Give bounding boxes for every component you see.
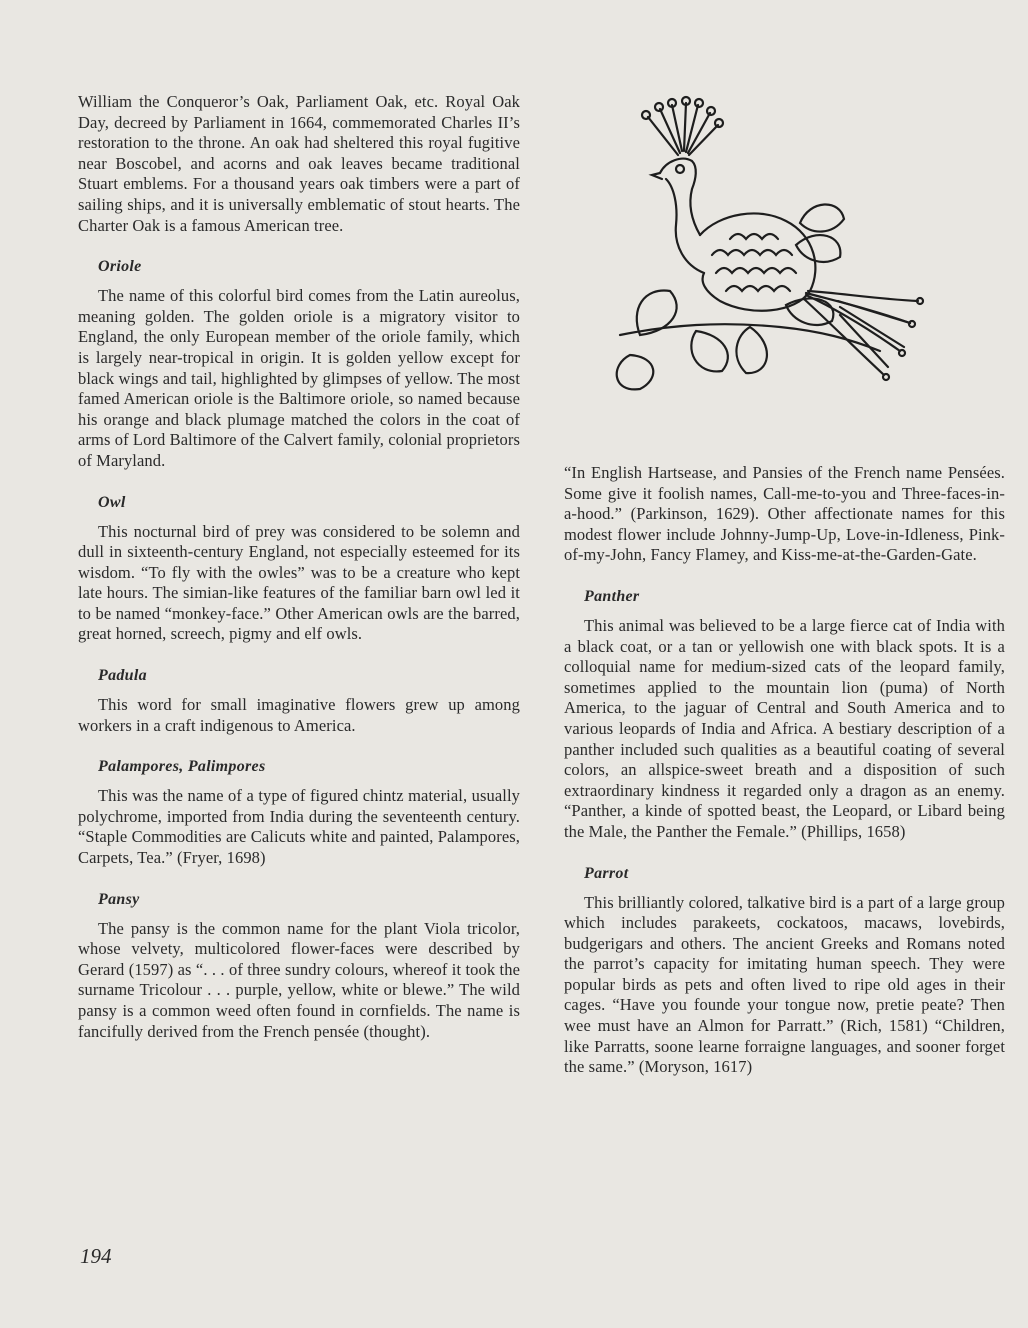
entry-heading-owl: Owl xyxy=(98,493,126,511)
opening-paragraph: William the Conqueror’s Oak, Parliament Oak, etc. Royal Oak Day, decreed by Parliament in 1664, commemorated Charles II’s restoration to the throne. An oak had sheltered this royal fugitive near Boscobel, and acorns and oak leaves became traditional Stuart emblems. For a thousand years oak timbers were a part of sailing ships, and it is universally emblematic of stout hearts. The Charter Oak is a famous American tree. xyxy=(78,92,520,235)
pansy-continuation: “In English Hartsease, and Pansies of the French name Pensées. Some give it foolish names, Call-me-to-you and Three-faces-in-a-hood.” (Parkinson, 1629). Other affectionate names for this modest flower include Johnny-Jump-Up, Love-in-Idleness, Pink-of-my-John, Fancy Flamey, and Kiss-me-at-the-Garden-Gate. xyxy=(564,463,1005,565)
entry-heading-padula: Padula xyxy=(98,667,147,685)
entry-heading-palampores: Palampores, Palimpores xyxy=(98,758,266,776)
body-outline xyxy=(700,213,815,310)
entry-heading-panther: Panther xyxy=(584,587,640,605)
entry-text-padula: This word for small imaginative flowers grew up among workers in a craft indigenous to America. xyxy=(78,695,520,735)
left-column xyxy=(78,92,520,1042)
beak xyxy=(652,173,662,179)
entry-heading-pansy: Pansy xyxy=(98,890,140,908)
entry-text-palampores: This was the name of a type of figured chintz material, usually polychrome, imported from India during the seventeenth century. “Staple Commodities are Calicuts white and painted, Palampores, Carpets, Tea.” (Fryer, 1698) xyxy=(78,786,520,868)
page-number: 194 xyxy=(80,1244,112,1268)
crest xyxy=(642,97,723,155)
entry-text-oriole: The name of this colorful bird comes from the Latin aureolus, meaning golden. The golden oriole is a migratory visitor to England, the only European member of the oriole family, which is largely near-tropical in origin. It is golden yellow except for black wings and tail, highlighted by glimpses of yellow. The most famed American oriole is the Baltimore oriole, so named because his orange and black plumage matched the colors in the coat of arms of Lord Baltimore of the Calvert family, colonial proprietors of Maryland. xyxy=(78,286,520,470)
entry-text-pansy: The pansy is the common name for the plant Viola tricolor, whose velvety, multicolored flower-faces were described by Gerard (1597) as “. . . of three sundry colours, whereof it took the surname Tricolour . . . purple, yellow, white or blewe.” The wild pansy is a common weed often found in cornfields. The name is fancifully derived from the French pensée (thought). xyxy=(78,918,520,1041)
entry-text-panther: This animal was believed to be a large fierce cat of India with a black coat, or a tan or yellowish one with black spots. It is a colloquial name for medium-sized cats of the leopard family, sometimes applied to the mountain lion (puma) of North America, to the jaguar of Central and South America and to various leopards of India and Africa. A bestiary description of a panther included such qualities as a beautiful coating of several colors, an allspice-sweet breath and a disposition of such extraordinary kindness it regarded only a dragon as an enemy. “Panther, a kinde of spotted beast, the Leopard, or Libard being the Male, the Panther the Female.” (Phillips, 1658) xyxy=(564,615,1005,841)
eye xyxy=(676,165,684,173)
neck-line xyxy=(660,159,700,235)
right-column xyxy=(564,463,1005,1078)
entry-text-parrot: This brilliantly colored, talkative bird is a part of a large group which includes parakeets, cockatoos, macaws, lovebirds, budgerigars and others. The ancient Greeks and Romans noted the parrot’s capacity for imitating human speech. They were popular birds as pets and often lived to ripe old ages in their cages. “Have you founde your tongue now, pretie peate? Then wee must have an Almon for Parratt.” (Rich, 1581) “Children, like Parratts, soone learne forraigne languages, and sooner forget the same.” (Moryson, 1617) xyxy=(564,892,1005,1077)
entry-heading-parrot: Parrot xyxy=(584,864,629,882)
entry-text-owl: This nocturnal bird of prey was considered to be solemn and dull in sixteenth-century England, not especially esteemed for its wisdom. “To fly with the owles” was to be a creature who kept late hours. The simian-like features of the familiar barn owl led it to be named “monkey-face.” Other American owls are the barred, great horned, screech, pigmy and elf owls. xyxy=(78,521,520,644)
peacock-illustration xyxy=(600,95,940,395)
leafy-branch xyxy=(617,204,880,389)
entry-heading-oriole: Oriole xyxy=(98,258,142,276)
neck-front xyxy=(666,179,704,273)
body-scales xyxy=(712,234,796,291)
tail-feathers xyxy=(804,291,923,380)
